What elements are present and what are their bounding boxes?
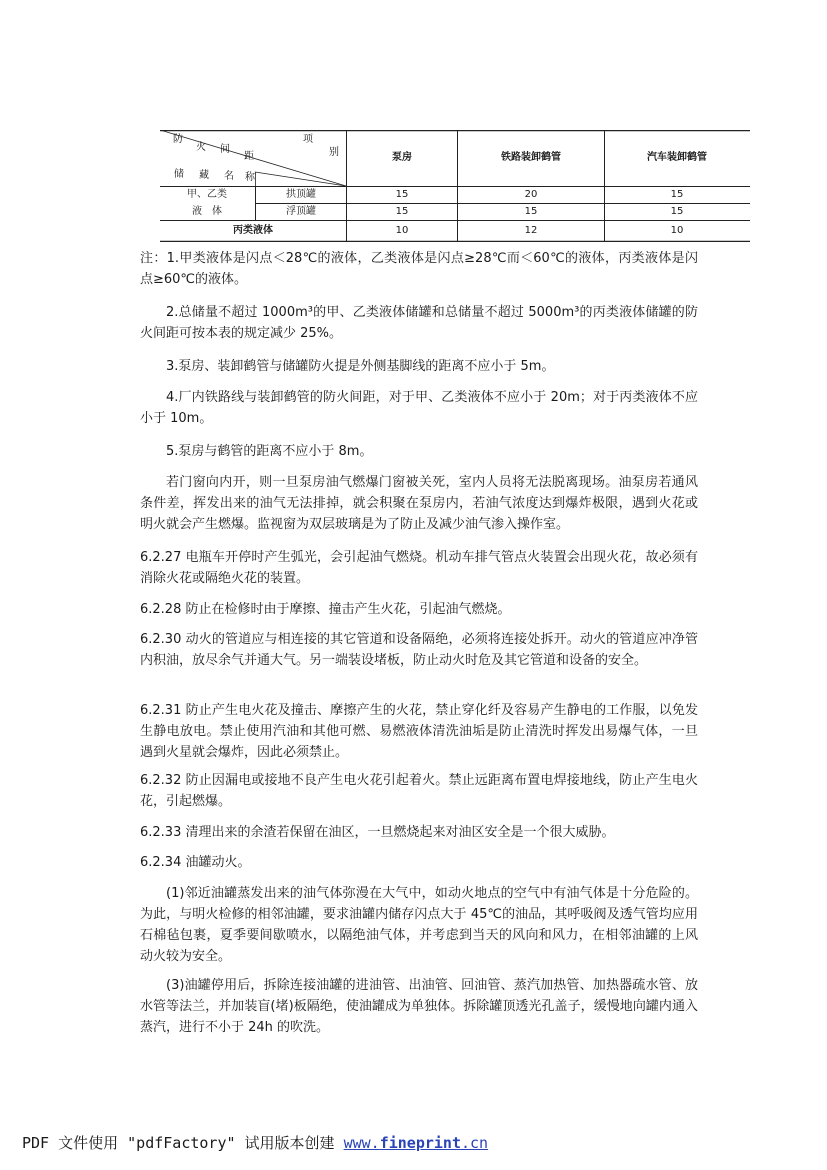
- header-label-huo: 火: [196, 142, 206, 153]
- clause-6-2-28-paragraph: 6.2.28 防止在检修时由于摩擦、撞击产生火花，引起油气燃烧。: [140, 602, 511, 617]
- header-label-bie: 别: [329, 147, 339, 158]
- fire-distance-table: [160, 130, 750, 242]
- cell-floating-pump: 15: [395, 206, 409, 217]
- column-header-pump-house: 泵房: [392, 152, 412, 163]
- header-label-jian: 间: [220, 144, 230, 155]
- cell-classc-pump: 10: [395, 225, 409, 236]
- cell-classc-truck: 10: [670, 225, 684, 236]
- cell-floating-truck: 15: [670, 206, 684, 217]
- note-3-paragraph: 3.泵房、装卸鹤管与储罐防火提是外侧基脚线的距离不应小于 5m。: [166, 359, 555, 374]
- clause-6-2-32-paragraph: 6.2.32 防止因漏电或接地不良产生电火花引起着火。禁止远距离布置电焊接地线，防止产生电火花，引起燃爆。: [140, 773, 698, 809]
- note-4-paragraph: 4.厂内铁路线与装卸鹤管的防火间距，对于甲、乙类液体不应小于 20m；对于丙类液体不应小于 10m。: [140, 390, 698, 426]
- header-label-chu: 储: [174, 169, 184, 180]
- row-group-label-class-ab: 甲、乙类: [187, 189, 227, 200]
- note-5-paragraph: 5.泵房与鹤管的距离不应小于 8m。: [166, 444, 373, 459]
- clause-6-2-31-paragraph: 6.2.31 防止产生电火花及撞击、摩擦产生的火花，禁止穿化纤及容易产生静电的工作服，以免发生静电放电。禁止使用汽油和其他可燃、易燃液体清洗油垢是防止清洗时挥发出易爆气体，一旦遇到火星就会爆炸，因此必须禁止。: [140, 703, 698, 760]
- header-label-cang: 藏: [199, 170, 209, 181]
- column-header-rail-loading: 铁路装卸鹤管: [501, 152, 561, 163]
- item-1-paragraph: (1)邻近油罐蒸发出来的油气体弥漫在大气中，如动火地点的空气中有油气体是十分危险的。为此，与明火检修的相邻油罐，要求油罐内储存闪点大于 45℃的油品，其呼吸阀及透气管均应用石棉毡包裹，夏季要间歇喷水，以隔绝油气体，并考虑到当天的风向和风力，在相邻油罐的上风动火较为安全。: [140, 886, 698, 964]
- pdf-factory-watermark: [22, 1132, 488, 1153]
- header-label-ming: 名: [224, 171, 234, 182]
- note-2-paragraph: 2.总储量不超过 1000m³的甲、乙类液体储罐和总储量不超过 5000m³的丙类液体储罐的防火间距可按本表的规定减少 25%。: [140, 305, 698, 341]
- cell-classc-rail: 12: [524, 225, 538, 236]
- clause-6-2-34-heading: 6.2.34 油罐动火。: [140, 855, 251, 870]
- link-domain: fineprint: [379, 1134, 461, 1152]
- link-prefix: www.: [343, 1134, 380, 1152]
- clause-6-2-33-paragraph: 6.2.33 清理出来的余渣若保留在油区，一旦燃烧起来对油区安全是一个很大威胁。: [140, 825, 615, 840]
- cell-floating-rail: 15: [524, 206, 538, 217]
- cell-dome-rail: 20: [524, 189, 538, 200]
- header-label-cheng: 称: [245, 172, 255, 183]
- header-label-xiang: 项: [303, 134, 313, 145]
- window-explanation-paragraph: 若门窗向内开，则一旦泵房油气燃爆门窗被关死，室内人员将无法脱离现场。油泵房若通风条件差，挥发出来的油气无法排掉，就会积聚在泵房内，若油气浓度达到爆炸极限，遇到火花或明火就会产生燃爆。监视窗为双层玻璃是为了防止及减少油气渗入操作室。: [140, 475, 698, 532]
- row-label-class-c-liquid: 丙类液体: [233, 225, 273, 236]
- row-sub-label-floating-roof-tank: 浮顶罐: [286, 206, 316, 217]
- column-header-truck-loading: 汽车装卸鹤管: [647, 152, 707, 163]
- row-sub-label-dome-roof-tank: 拱顶罐: [286, 189, 316, 200]
- cell-dome-truck: 15: [670, 189, 684, 200]
- row-group-label-liquid: 液 体: [192, 206, 222, 217]
- note-1-paragraph: 注：1.甲类液体是闪点＜28℃的液体，乙类液体是闪点≥28℃而＜60℃的液体，丙类液体是闪点≥60℃的液体。: [140, 251, 698, 287]
- clause-6-2-30-paragraph: 6.2.30 动火的管道应与相连接的其它管道和设备隔绝，必须将连接处拆开。动火的管道应冲净管内积油，放尽余气并通大气。另一端装设堵板，防止动火时危及其它管道和设备的安全。: [140, 632, 698, 668]
- cell-dome-pump: 15: [395, 189, 409, 200]
- watermark-text: PDF 文件使用 "pdfFactory" 试用版本创建: [22, 1134, 344, 1152]
- header-label-fang: 防: [173, 134, 183, 145]
- header-label-ju: 距: [244, 151, 254, 162]
- link-suffix: .cn: [461, 1134, 489, 1152]
- item-3-paragraph: (3)油罐停用后，拆除连接油罐的进油管、出油管、回油管、蒸汽加热管、加热器疏水管、放水管等法兰，并加装盲(堵)板隔绝，使油罐成为单独体。拆除罐顶透光孔盖子，缓慢地向罐内通入蒸汽，进行不小于 24h 的吹洗。: [140, 978, 698, 1035]
- fineprint-link[interactable]: [344, 1134, 489, 1152]
- clause-6-2-27-paragraph: 6.2.27 电瓶车开停时产生弧光，会引起油气燃烧。机动车排气管点火装置会出现火花，故必须有消除火花或隔绝火花的装置。: [140, 550, 698, 586]
